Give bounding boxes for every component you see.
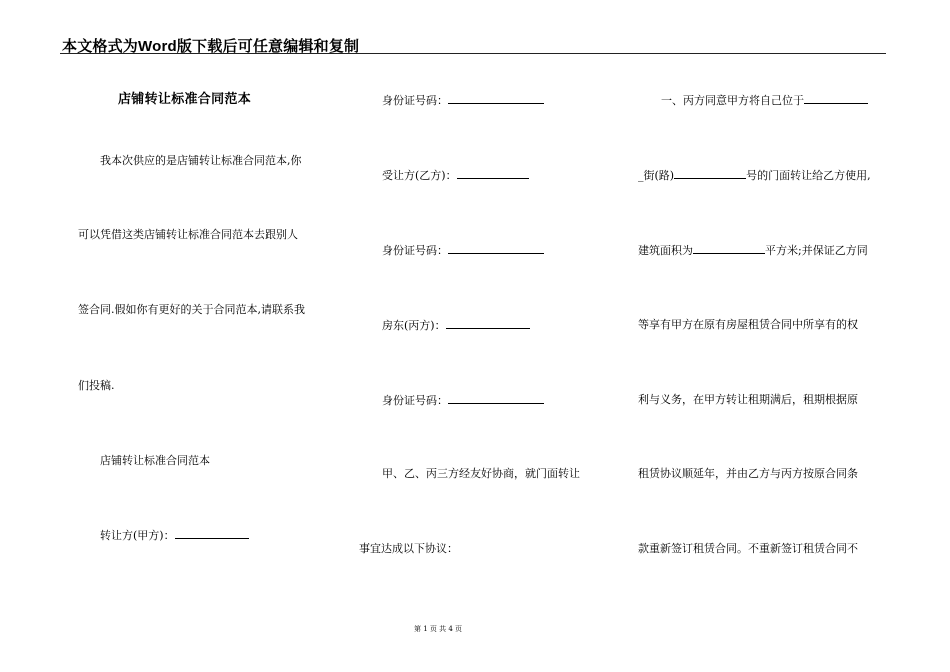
id-number-field-1: [382, 93, 544, 108]
document-banner: 本文格式为Word版下载后可任意编辑和复制: [62, 38, 360, 55]
transferee-label: 受让方(乙方)：: [382, 169, 457, 182]
clause-1-line-3: [638, 243, 868, 258]
intro-paragraph-line-2: 可以凭借这类店铺转让标准合同范本去跟别人: [78, 228, 298, 241]
transferee-field: [382, 168, 529, 183]
transferor-blank: [175, 528, 249, 539]
contract-subtitle: 店铺转让标准合同范本: [100, 454, 210, 467]
clause-1-line-6: 租赁协议顺延年，并由乙方与丙方按原合同条: [638, 467, 858, 480]
clause-1-line-4: 等享有甲方在原有房屋租赁合同中所享有的权: [638, 318, 858, 331]
clause-text: 号的门面转让给乙方使用,: [746, 169, 871, 182]
transferor-field: [100, 528, 249, 543]
id-number-blank: [448, 393, 544, 404]
contract-title: 店铺转让标准合同范本: [118, 92, 252, 107]
area-blank: [693, 243, 765, 254]
intro-paragraph-line-4: 们投稿.: [78, 379, 115, 392]
number-blank: [674, 168, 746, 179]
clause-1-line-1: [661, 93, 868, 108]
id-number-label: 身份证号码：: [382, 394, 448, 407]
clause-text: 平方米;并保证乙方同: [765, 244, 868, 257]
area-label: 建筑面积为: [638, 244, 693, 257]
location-blank: [804, 93, 868, 104]
transferee-blank: [457, 168, 529, 179]
street-label: _街(路): [638, 169, 675, 182]
banner-divider: [60, 53, 886, 54]
clause-1-line-5: 利与义务，在甲方转让租期满后，租期根据原: [638, 393, 858, 406]
clause-1-line-7: 款重新签订租赁合同。不重新签订租赁合同不: [638, 542, 858, 555]
id-number-label: 身份证号码：: [382, 244, 448, 257]
intro-paragraph-line-1: 我本次供应的是店铺转让标准合同范本,你: [100, 154, 302, 167]
id-number-blank: [448, 93, 544, 104]
agreement-intro-line-2: 事宜达成以下协议：: [359, 542, 458, 555]
page-number: 第 1 页 共 4 页: [414, 625, 463, 633]
agreement-intro-line-1: 甲、乙、丙三方经友好协商，就门面转让: [382, 467, 580, 480]
landlord-blank: [446, 318, 530, 329]
landlord-label: 房东(丙方)：: [382, 319, 446, 332]
clause-text: 一、丙方同意甲方将自己位于: [661, 94, 804, 107]
transferor-label: 转让方(甲方)：: [100, 529, 175, 542]
id-number-field-3: [382, 393, 544, 408]
clause-1-line-2: [638, 168, 871, 183]
id-number-label: 身份证号码：: [382, 94, 448, 107]
landlord-field: [382, 318, 530, 333]
id-number-field-2: [382, 243, 544, 258]
id-number-blank: [448, 243, 544, 254]
intro-paragraph-line-3: 签合同.假如你有更好的关于合同范本,请联系我: [78, 303, 305, 316]
